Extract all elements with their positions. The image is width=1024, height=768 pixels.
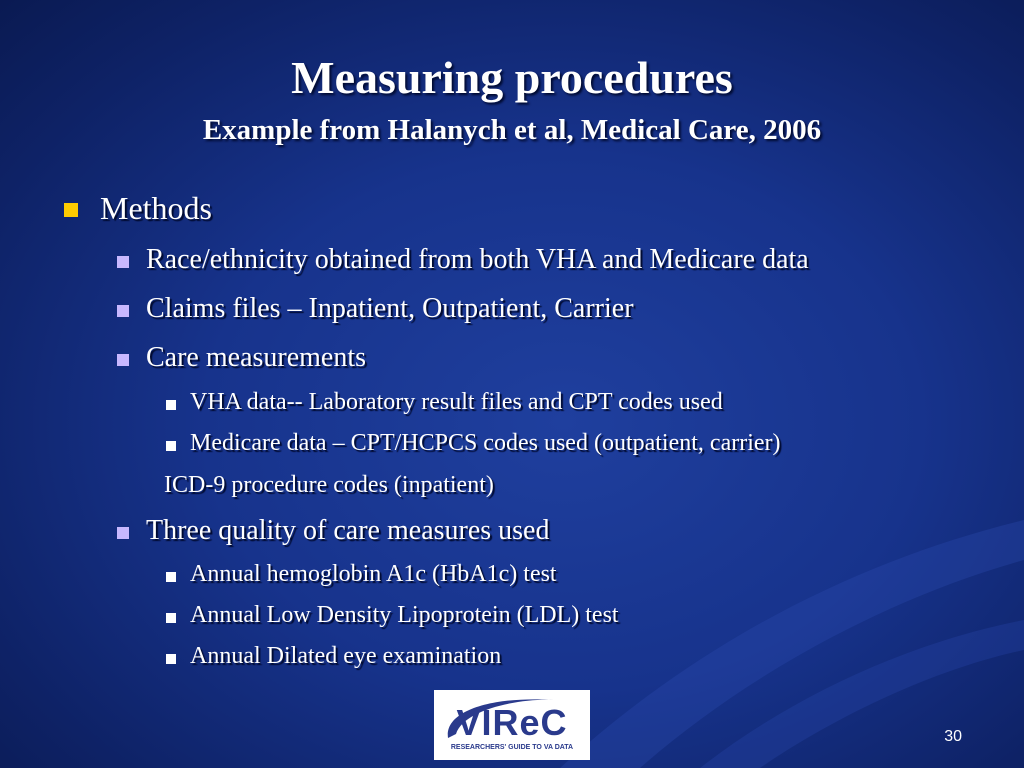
bullet-care: Care measurements: [146, 342, 367, 373]
logo-name: VIReC: [456, 702, 568, 743]
icd-text: ICD-9 procedure codes (inpatient): [164, 472, 494, 498]
bullet-icon: [166, 654, 176, 664]
virec-logo: [434, 690, 590, 760]
bullet-claims: Claims files – Inpatient, Outpatient, Carrier: [146, 293, 634, 324]
bullet-icon: [117, 305, 129, 317]
slide-title: Measuring procedures: [291, 52, 733, 103]
page-number: 30: [944, 728, 962, 745]
bullet-race: Race/ethnicity obtained from both VHA and Medicare data: [146, 244, 809, 275]
bullet-icon: [166, 400, 176, 410]
bullet-icon: [166, 441, 176, 451]
bullet-eye: Annual Dilated eye examination: [190, 643, 502, 669]
bullet-methods: Methods: [100, 190, 212, 226]
slide-subtitle: Example from Halanych et al, Medical Care, 2006: [202, 114, 822, 146]
bullet-ldl: Annual Low Density Lipoprotein (LDL) test: [190, 602, 619, 628]
bullet-icon: [117, 354, 129, 366]
title-block: [0, 52, 1024, 148]
bullet-vha: VHA data-- Laboratory result files and CPT codes used: [190, 389, 723, 415]
bullet-icon: [64, 203, 78, 217]
bullet-icon: [117, 527, 129, 539]
bullet-icon: [117, 256, 129, 268]
logo-tagline: RESEARCHERS' GUIDE TO VA DATA: [450, 744, 574, 751]
bullet-icon: [166, 613, 176, 623]
bullet-icon: [166, 572, 176, 582]
bullet-three-measures: Three quality of care measures used: [146, 515, 550, 546]
bullet-medicare: Medicare data – CPT/HCPCS codes used (outpatient, carrier): [190, 430, 781, 456]
bullet-hba1c: Annual hemoglobin A1c (HbA1c) test: [190, 561, 557, 587]
